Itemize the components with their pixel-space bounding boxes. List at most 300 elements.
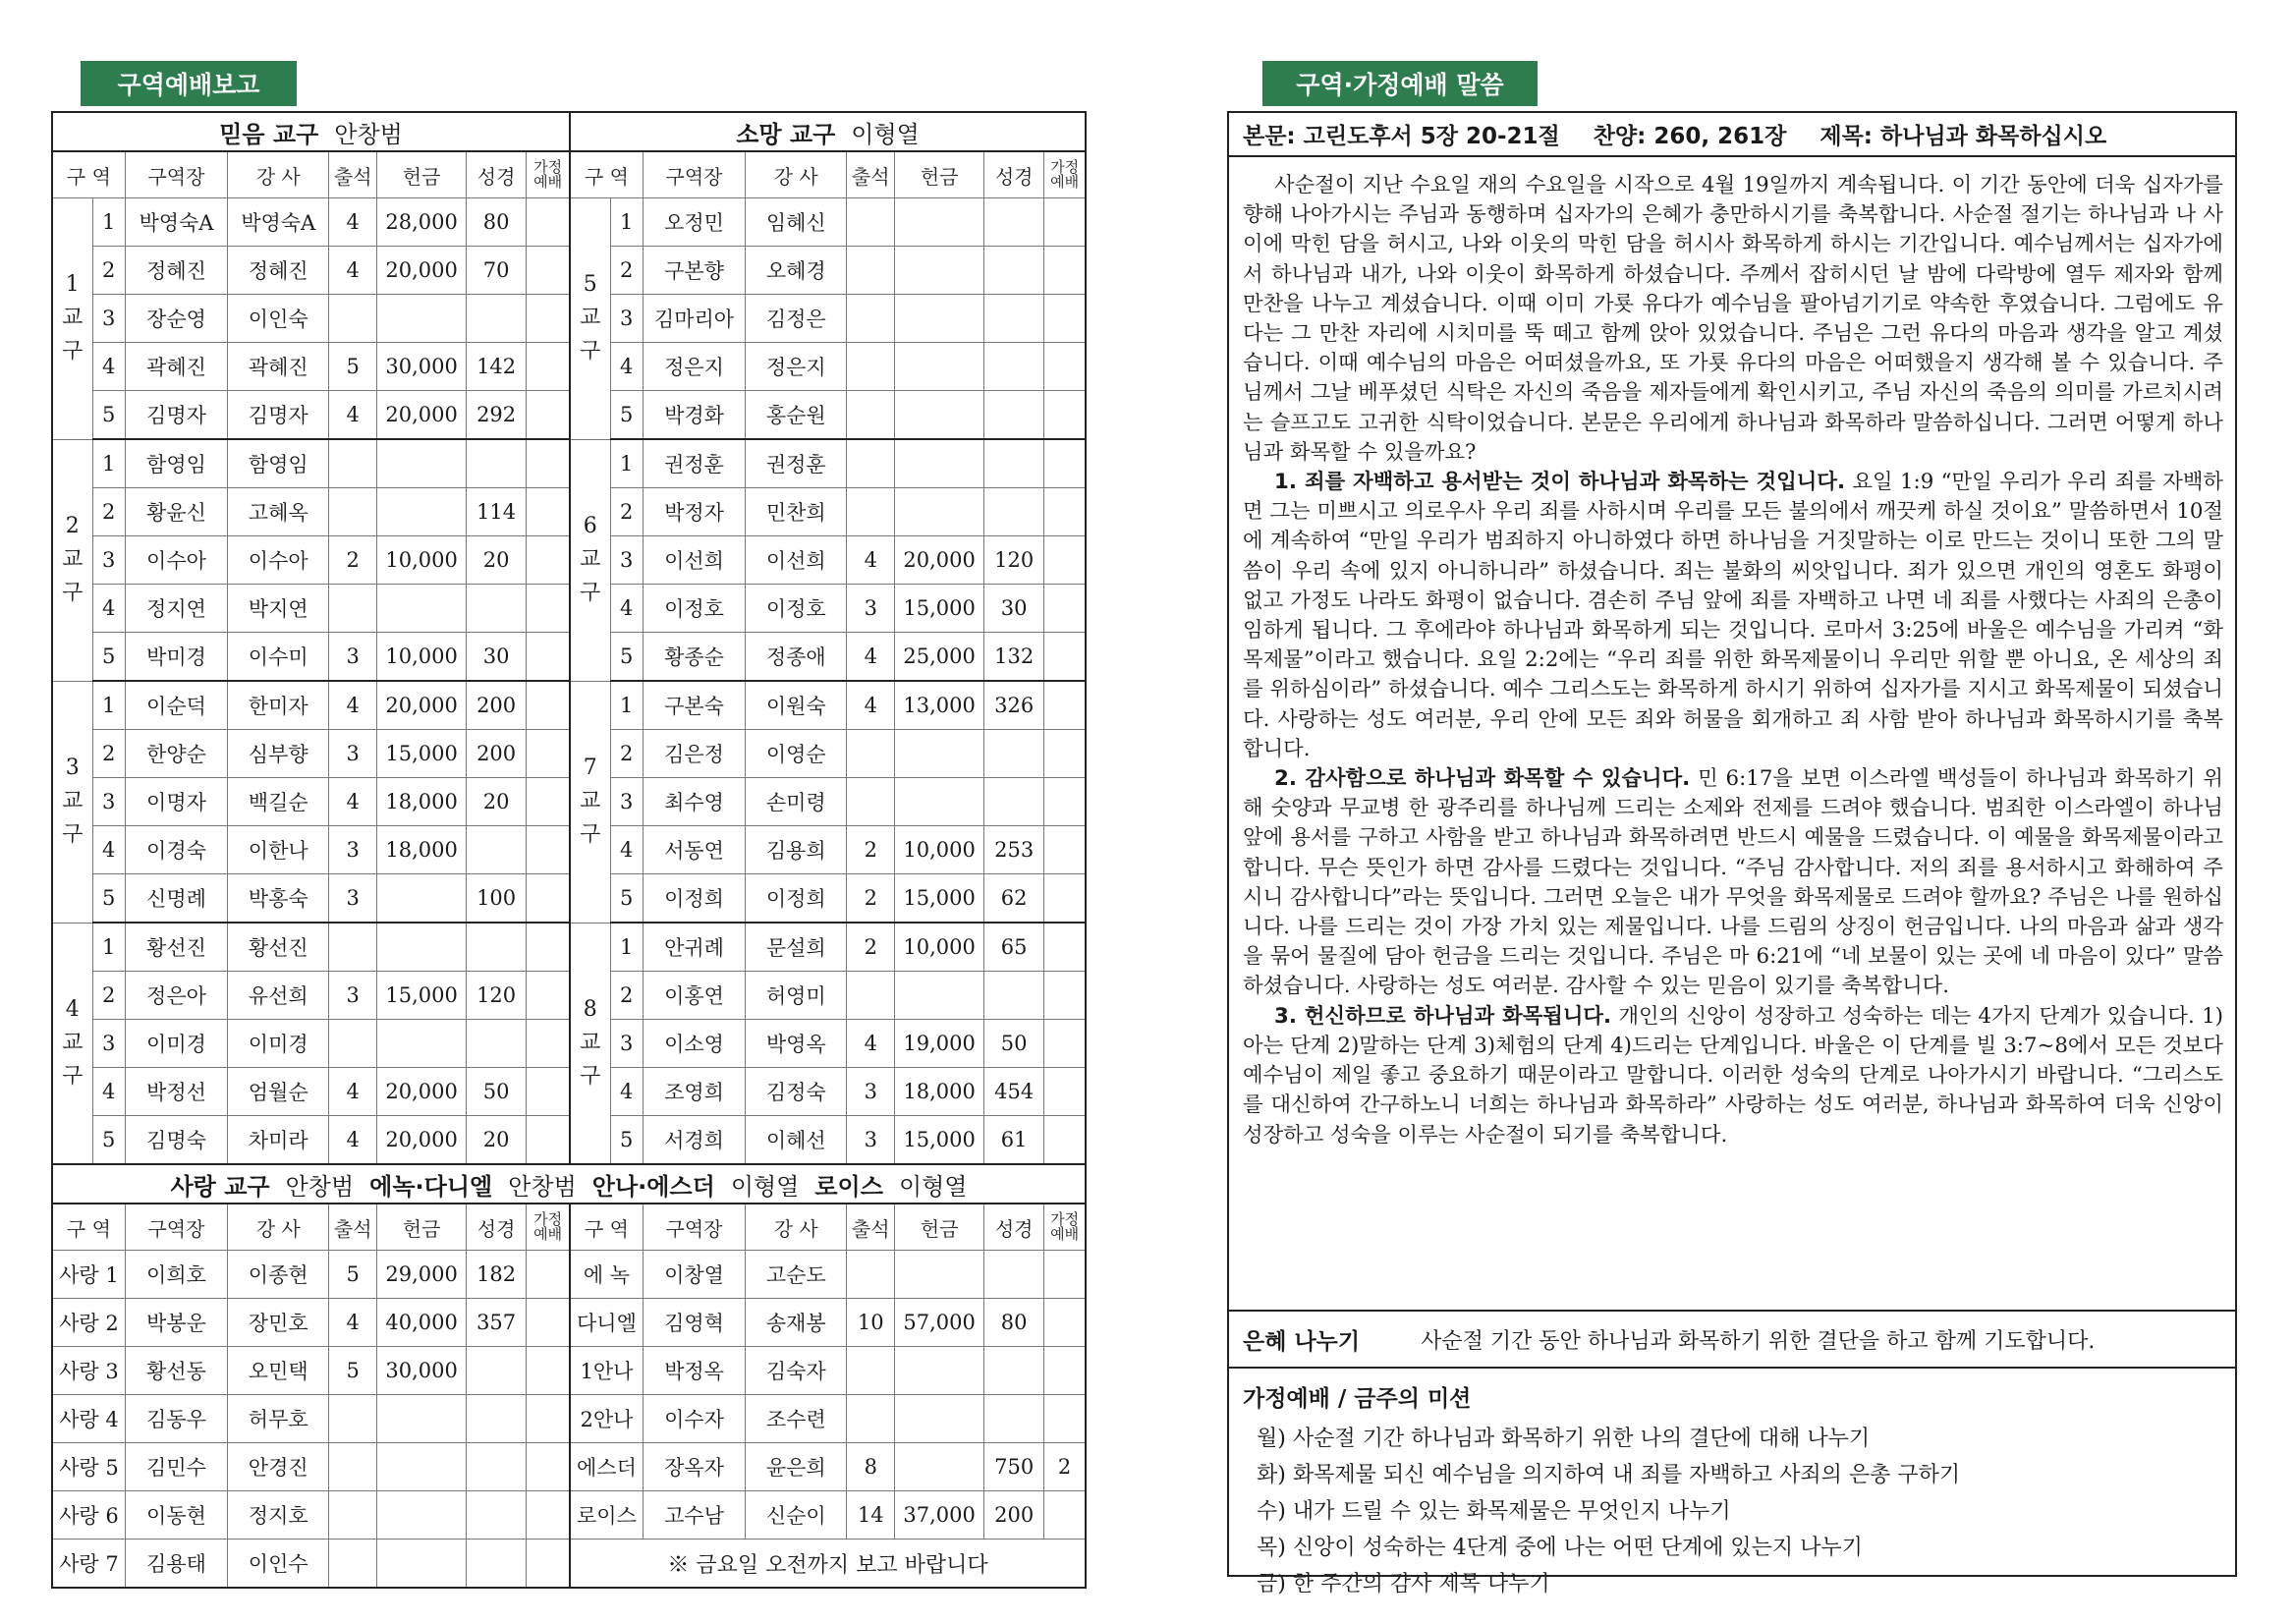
cell	[527, 585, 570, 633]
sermon-header	[1229, 113, 2235, 157]
cell: 윤은희	[746, 1443, 847, 1491]
cell	[895, 1443, 984, 1491]
cell: 4	[329, 198, 377, 247]
cell	[377, 439, 467, 488]
sermon-intro: 사순절이 지난 수요일 재의 수요일을 시작으로 4월 19일까지 계속됩니다. 이 기간 동안에 더욱 십자가를 향해 나아가시는 주님과 동행하며 십자가의 은혜가 충만하시기를 축복합니다. 사순절 절기는 하나님과 나 사이에 막힌 담을 허시고, 나와 이웃의 막힌 담을 허시사 화목하게 하시는 기간입니다. 예수님께서는 십자가에서 하나님과 내가, 나와 이웃이 화목하게 하셨습니다. 주께서 잡히시던 날 밤에 다락방에 열두 제자와 함께 만찬을 나누고 계셨습니다. 이때 이미 가룟 유다가 예수님을 팔아넘기기로 약속한 후였습니다. 그럼에도 유다는 그 만찬 자리에 시치미를 뚝 떼고 함께 앉아 있었습니다. 주님은 그런 유다의 마음과 생각을 알고 계셨습니다. 이때 예수님의 마음은 어떠셨을까요, 또 가룟 유다의 마음은 어떠했을지 생각해 볼 수 있습니다. 주님께서 그날 베푸셨던 식탁은 자신의 죽음을 제자들에게 확인시키고, 주님 자신의 죽음의 의미를 가르치시려는 슬프고도 고귀한 식탁이었습니다. 본문은 우리에게 하나님과 화목하라 말씀하십니다. 그러면 어떻게 하나님과 화목할 수 있을까요?	[1243, 173, 2223, 465]
col-1: 구역장	[125, 151, 227, 198]
cell: 이혜선	[746, 1116, 847, 1165]
cell	[1044, 585, 1086, 633]
cell: 5	[329, 1347, 377, 1395]
cell: 김용태	[125, 1540, 227, 1589]
cell: 박정선	[125, 1068, 227, 1116]
col-3: 출석	[847, 1204, 895, 1251]
report-tab: 구역예배보고	[81, 61, 297, 106]
cell: 오정민	[643, 198, 745, 247]
col-5: 성경	[467, 1204, 527, 1251]
cell: 허무호	[228, 1395, 329, 1443]
cell: 김명자	[228, 391, 329, 440]
cell	[847, 488, 895, 536]
cell: 조영희	[643, 1068, 745, 1116]
faith-district-leader: 안창범	[334, 120, 403, 148]
cell: 70	[467, 247, 527, 295]
cell: 14	[847, 1491, 895, 1540]
cell	[1044, 198, 1086, 247]
cell: 4	[610, 826, 643, 874]
cell	[329, 295, 377, 343]
cell: 이수미	[228, 633, 329, 682]
cell: 이원숙	[746, 681, 847, 730]
cell	[1044, 1491, 1086, 1540]
cell: 정은지	[746, 343, 847, 391]
faith-district-header	[52, 112, 570, 151]
section-header-2	[52, 1164, 1086, 1204]
cell: 박영숙A	[125, 198, 227, 247]
cell	[329, 1540, 377, 1589]
cell: 이정호	[643, 585, 745, 633]
cell: 이소영	[643, 1020, 745, 1068]
love-district-header	[52, 1164, 1086, 1204]
cell	[527, 633, 570, 682]
cell: 구본향	[643, 247, 745, 295]
cell: 3	[847, 1116, 895, 1165]
cell	[527, 1116, 570, 1165]
cell: 유선희	[228, 972, 329, 1020]
cell	[984, 1251, 1044, 1299]
cell: 황종순	[643, 633, 745, 682]
cell	[1044, 1020, 1086, 1068]
cell: 4	[847, 633, 895, 682]
cell	[527, 536, 570, 585]
header-b-leader: 안창범	[508, 1172, 577, 1201]
table-row	[52, 1395, 1086, 1443]
point-1-heading: 1. 죄를 자백하고 용서받는 것이 하나님과 화목하는 것입니다.	[1274, 470, 1846, 495]
cell	[895, 343, 984, 391]
table-row	[52, 536, 1086, 585]
district-zone-label: 8 교 구	[570, 923, 610, 1164]
cell: 박홍숙	[228, 874, 329, 924]
table-row	[52, 295, 1086, 343]
table-row	[52, 923, 1086, 972]
cell: 1안나	[570, 1347, 643, 1395]
cell	[527, 439, 570, 488]
table-row	[52, 1251, 1086, 1299]
cell: 4	[329, 778, 377, 826]
cell: 2	[847, 874, 895, 924]
cell	[847, 391, 895, 440]
cell: 2	[847, 923, 895, 972]
cell	[527, 681, 570, 730]
cell: 엄월순	[228, 1068, 329, 1116]
cell: 사랑 5	[52, 1443, 125, 1491]
mission-tue: 화) 화목제물 되신 예수님을 의지하여 내 죄를 자백하고 사죄의 은총 구하기	[1257, 1463, 1961, 1487]
cell: 구본숙	[643, 681, 745, 730]
table-row	[52, 488, 1086, 536]
grace-text: 사순절 기간 동안 하나님과 화목하기 위한 결단을 하고 함께 기도합니다.	[1421, 1328, 2096, 1354]
table-row	[52, 585, 1086, 633]
col-4: 헌금	[895, 1204, 984, 1251]
cell: 4	[92, 343, 125, 391]
table-row	[52, 972, 1086, 1020]
sermon-point-2	[1243, 764, 2223, 1002]
cell	[1044, 1068, 1086, 1116]
cell: 253	[984, 826, 1044, 874]
cell	[527, 778, 570, 826]
cell	[847, 778, 895, 826]
cell: 한양순	[125, 730, 227, 778]
scripture-reference: 본문: 고린도후서 5장 20-21절	[1243, 124, 1560, 149]
cell	[984, 730, 1044, 778]
cell: 장순영	[125, 295, 227, 343]
cell: 이인숙	[228, 295, 329, 343]
cell	[895, 488, 984, 536]
cell: 1	[610, 198, 643, 247]
table-row	[52, 439, 1086, 488]
family-worship	[1243, 1380, 2215, 1602]
table-row	[52, 1299, 1086, 1347]
cell: 1	[610, 923, 643, 972]
cell	[527, 972, 570, 1020]
cell	[377, 1491, 467, 1540]
cell: 357	[467, 1299, 527, 1347]
cell: 심부향	[228, 730, 329, 778]
header-a-leader: 안창범	[285, 1172, 355, 1201]
cell	[1044, 874, 1086, 924]
cell	[984, 295, 1044, 343]
cell	[1044, 391, 1086, 440]
cell: 4	[329, 1299, 377, 1347]
cell: 고순도	[746, 1251, 847, 1299]
cell: 곽혜진	[228, 343, 329, 391]
cell: 2안나	[570, 1395, 643, 1443]
cell	[329, 1020, 377, 1068]
col-district: 구 역	[52, 1204, 125, 1251]
cell: 28,000	[377, 198, 467, 247]
cell: 5	[610, 633, 643, 682]
cell	[1044, 247, 1086, 295]
cell: 정지연	[125, 585, 227, 633]
cell: 15,000	[895, 874, 984, 924]
cell: 한미자	[228, 681, 329, 730]
cell	[527, 488, 570, 536]
col-2: 강 사	[228, 151, 329, 198]
cell	[527, 923, 570, 972]
district-zone-label: 2 교 구	[52, 439, 92, 681]
cell: 20,000	[895, 536, 984, 585]
cell	[329, 1491, 377, 1540]
cell	[377, 1395, 467, 1443]
cell: 4	[610, 343, 643, 391]
cell: 3	[610, 536, 643, 585]
cell: 18,000	[377, 778, 467, 826]
col-4: 헌금	[377, 1204, 467, 1251]
cell: 정혜진	[228, 247, 329, 295]
cell: 안귀례	[643, 923, 745, 972]
mission-fri: 금) 한 주간의 감사 제목 나누기	[1257, 1572, 1550, 1596]
cell: 김명자	[125, 391, 227, 440]
cell: 이종현	[228, 1251, 329, 1299]
cell: 사랑 3	[52, 1347, 125, 1395]
cell	[895, 391, 984, 440]
cell: 사랑 7	[52, 1540, 125, 1589]
cell	[527, 1491, 570, 1540]
cell: 5	[329, 343, 377, 391]
table-row	[52, 826, 1086, 874]
cell: 박지연	[228, 585, 329, 633]
cell	[1044, 826, 1086, 874]
cell: 2	[610, 488, 643, 536]
col-1: 구역장	[643, 1204, 745, 1251]
cell	[1044, 343, 1086, 391]
point-2-body: 민 6:17을 보면 이스라엘 백성들이 하나님과 화목하기 위해 숫양과 무교병 한 광주리를 하나님께 드리는 소제와 전제를 드려야 했습니다. 범죄한 이스라엘이 하나님 앞에 용서를 구하고 사함을 받고 하나님과 화목하려면 반드시 예물을 드렸습니다. 이 예물을 화목제물이라고 합니다. 무슨 뜻인가 하면 감사를 드렸다는 것입니다. “주님 감사합니다. 저의 죄를 용서하시고 화해하여 주시니 감사합니다”라는 뜻입니다. 그러면 오늘은 내가 무엇을 화목제물로 드려야 할까요? 주님은 나를 원하십니다. 나를 드리는 것이 가장 가치 있는 제물입니다. 나를 드림의 상징이 헌금입니다. 나의 마음과 삶과 생각을 묶어 물질에 담아 헌금을 드리는 것입니다. 주님은 마 6:21에 “네 보물이 있는 곳에 네 마음이 있다” 말씀하셨습니다. 사랑하는 성도 여러분. 감사할 수 있는 믿음이 있기를 축복합니다.	[1243, 766, 2223, 999]
cell: 황선진	[125, 923, 227, 972]
sermon-title: 제목: 하나님과 화목하십시오	[1819, 124, 2107, 149]
cell: 15,000	[377, 730, 467, 778]
cell	[527, 1540, 570, 1589]
col-6: 가정예배	[527, 151, 570, 198]
sermon-panel	[1227, 111, 2237, 1596]
col-district: 구 역	[52, 151, 125, 198]
cell: 사랑 2	[52, 1299, 125, 1347]
header-b-name: 에녹·다니엘	[369, 1172, 493, 1201]
cell	[895, 730, 984, 778]
table-row	[52, 1068, 1086, 1116]
cell	[377, 1020, 467, 1068]
cell: 132	[984, 633, 1044, 682]
family-title: 가정예배 / 금주의 미션	[1243, 1386, 1472, 1412]
cell: 4	[329, 391, 377, 440]
cell	[847, 247, 895, 295]
cell: 20	[467, 536, 527, 585]
cell: 3	[92, 295, 125, 343]
cell: 19,000	[895, 1020, 984, 1068]
col-1: 구역장	[643, 151, 745, 198]
cell: 이정희	[746, 874, 847, 924]
cell: 1	[610, 681, 643, 730]
cell	[467, 295, 527, 343]
cell: 안경진	[228, 1443, 329, 1491]
cell	[377, 295, 467, 343]
cell	[847, 439, 895, 488]
col-3: 출석	[329, 151, 377, 198]
cell	[527, 1068, 570, 1116]
cell	[377, 585, 467, 633]
cell: 오민택	[228, 1347, 329, 1395]
cell	[1044, 923, 1086, 972]
cell: 김동우	[125, 1395, 227, 1443]
cell: 30	[467, 633, 527, 682]
cell: 김정숙	[746, 1068, 847, 1116]
col-6: 가정예배	[1044, 1204, 1086, 1251]
cell	[329, 1443, 377, 1491]
cell	[467, 1395, 527, 1443]
cell: 이동현	[125, 1491, 227, 1540]
header-a-name: 사랑 교구	[170, 1172, 270, 1201]
cell: 고혜옥	[228, 488, 329, 536]
cell	[1044, 1347, 1086, 1395]
cell: 1	[92, 198, 125, 247]
cell: 3	[847, 1068, 895, 1116]
cell: 30,000	[377, 343, 467, 391]
cell: 서동연	[643, 826, 745, 874]
cell: 18,000	[377, 826, 467, 874]
cell: 50	[467, 1068, 527, 1116]
cell: 100	[467, 874, 527, 924]
cell	[895, 1251, 984, 1299]
point-3-heading: 3. 헌신하므로 하나님과 화목됩니다.	[1274, 1003, 1612, 1029]
cell	[467, 826, 527, 874]
cell	[895, 972, 984, 1020]
hope-district-header	[570, 112, 1086, 151]
cell: 454	[984, 1068, 1044, 1116]
district-zone-label: 4 교 구	[52, 923, 92, 1164]
table-row	[52, 778, 1086, 826]
cell	[1044, 1116, 1086, 1165]
mission-mon: 월) 사순절 기간 하나님과 화목하기 위한 나의 결단에 대해 나누기	[1257, 1427, 1871, 1451]
cell: 3	[92, 536, 125, 585]
cell: 정종애	[746, 633, 847, 682]
cell: 3	[92, 778, 125, 826]
cell: 5	[92, 1116, 125, 1165]
point-3-body: 개인의 신앙이 성장하고 성숙하는 데는 4가지 단계가 있습니다. 1)아는 단계 2)말하는 단계 3)체험의 단계 4)드리는 단계입니다. 바울은 이 단계를 빌 3:7~8에서 모든 것보다 예수님이 제일 좋고 중요하기 때문이라고 말합니다. 이러한 성숙의 단계로 나아가시기 바랍니다. “그리스도를 대신하여 간구하노니 너희는 하나님과 화목하라” 사랑하는 성도 여러분, 하나님과 화목하여 더욱 신앙이 성장하고 성숙을 이루는 사순절이 되기를 축복합니다.	[1243, 1003, 2223, 1148]
cell	[984, 1395, 1044, 1443]
cell	[847, 972, 895, 1020]
cell: 3	[329, 730, 377, 778]
table-row	[52, 1443, 1086, 1491]
cell	[527, 730, 570, 778]
cell	[1044, 730, 1086, 778]
cell: 박경화	[643, 391, 745, 440]
cell	[467, 923, 527, 972]
cell: 3	[610, 778, 643, 826]
cell	[467, 1491, 527, 1540]
col-2: 강 사	[746, 1204, 847, 1251]
table-row	[52, 874, 1086, 924]
cell: 이영순	[746, 730, 847, 778]
mission-thu: 목) 신앙이 성숙하는 4단계 중에 나는 어떤 단계에 있는지 나누기	[1257, 1536, 1863, 1560]
cell: 허영미	[746, 972, 847, 1020]
table-row	[52, 343, 1086, 391]
cell	[895, 778, 984, 826]
cell	[984, 972, 1044, 1020]
cell: 황선진	[228, 923, 329, 972]
cell: 750	[984, 1443, 1044, 1491]
cell: 3	[329, 874, 377, 924]
table-row	[52, 198, 1086, 247]
cell: 사랑 4	[52, 1395, 125, 1443]
cell: 5	[92, 874, 125, 924]
cell	[1044, 536, 1086, 585]
cell: 홍순원	[746, 391, 847, 440]
cell: 권정훈	[746, 439, 847, 488]
cell: 2	[1044, 1443, 1086, 1491]
cell: 20,000	[377, 1116, 467, 1165]
cell: 4	[92, 1068, 125, 1116]
cell: 박봉운	[125, 1299, 227, 1347]
cell: 이수아	[125, 536, 227, 585]
column-header-row	[52, 1204, 1086, 1251]
cell: 4	[329, 1068, 377, 1116]
faith-district-name: 믿음 교구	[219, 120, 319, 148]
col-district: 구 역	[570, 151, 643, 198]
cell: 황선동	[125, 1347, 227, 1395]
col-2: 강 사	[746, 151, 847, 198]
cell: 1	[92, 439, 125, 488]
cell	[895, 295, 984, 343]
point-2-heading: 2. 감사함으로 하나님과 화목할 수 있습니다.	[1274, 766, 1691, 792]
cell	[1044, 972, 1086, 1020]
table-row	[52, 633, 1086, 682]
cell: 1	[610, 439, 643, 488]
cell	[467, 1020, 527, 1068]
cell	[527, 1347, 570, 1395]
table-row	[52, 1540, 1086, 1589]
header-c-name: 안나·에스더	[591, 1172, 715, 1201]
cell: 2	[92, 730, 125, 778]
cell: 문설희	[746, 923, 847, 972]
cell: 민찬희	[746, 488, 847, 536]
cell	[984, 488, 1044, 536]
cell: 10,000	[895, 826, 984, 874]
cell	[527, 198, 570, 247]
cell: 임혜신	[746, 198, 847, 247]
cell: 3	[610, 1020, 643, 1068]
cell: 4	[329, 247, 377, 295]
cell	[467, 1347, 527, 1395]
cell: 61	[984, 1116, 1044, 1165]
cell	[329, 439, 377, 488]
cell: 10,000	[377, 536, 467, 585]
cell: 20	[467, 778, 527, 826]
table-row	[52, 730, 1086, 778]
cell	[1044, 488, 1086, 536]
cell: 이인수	[228, 1540, 329, 1589]
col-4: 헌금	[377, 151, 467, 198]
cell	[467, 585, 527, 633]
sermon-body	[1243, 171, 2223, 1150]
cell: 이정희	[643, 874, 745, 924]
cell	[527, 247, 570, 295]
col-2: 강 사	[228, 1204, 329, 1251]
cell: 송재봉	[746, 1299, 847, 1347]
cell: 13,000	[895, 681, 984, 730]
cell: 5	[610, 391, 643, 440]
cell: 에스더	[570, 1443, 643, 1491]
cell: 박정옥	[643, 1347, 745, 1395]
cell: 이순덕	[125, 681, 227, 730]
cell: 3	[329, 633, 377, 682]
cell: 정은아	[125, 972, 227, 1020]
sermon-tab: 구역·가정예배 말씀	[1262, 61, 1538, 106]
table-row	[52, 247, 1086, 295]
cell: 65	[984, 923, 1044, 972]
cell: 김명숙	[125, 1116, 227, 1165]
cell	[329, 488, 377, 536]
cell: 4	[610, 585, 643, 633]
cell: 62	[984, 874, 1044, 924]
cell: 최수영	[643, 778, 745, 826]
table-row	[52, 1347, 1086, 1395]
cell	[527, 874, 570, 924]
cell: 4	[329, 681, 377, 730]
cell: 이희호	[125, 1251, 227, 1299]
cell: 2	[847, 826, 895, 874]
district-zone-label: 3 교 구	[52, 681, 92, 923]
cell: 1	[92, 923, 125, 972]
cell: 5	[329, 1251, 377, 1299]
cell: 곽혜진	[125, 343, 227, 391]
cell: 김용희	[746, 826, 847, 874]
table-row	[52, 1020, 1086, 1068]
